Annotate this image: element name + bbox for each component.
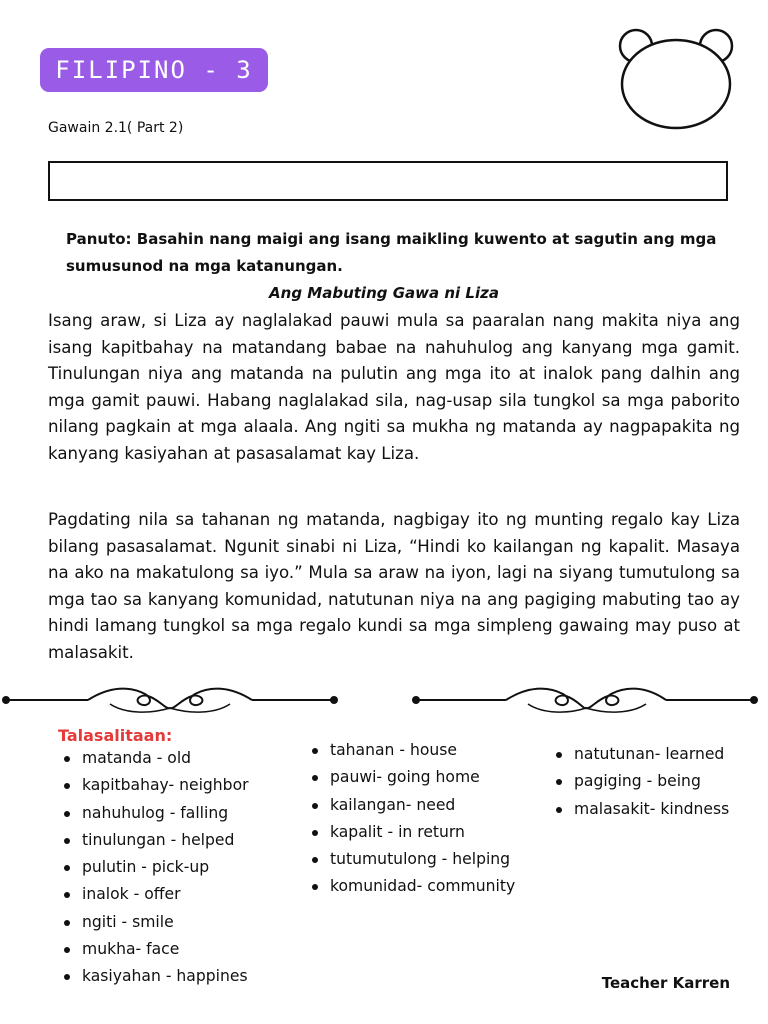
vocabulary-list-3: [550, 741, 729, 823]
name-answer-box[interactable]: [48, 161, 728, 201]
bear-head-icon: [612, 26, 740, 130]
vocabulary-item: kapitbahay- neighbor: [58, 772, 249, 799]
vocabulary-item: pulutin - pick-up: [58, 854, 249, 881]
ornament-divider-left: [0, 680, 340, 720]
vocabulary-list-1: [58, 745, 249, 991]
instructions: Panuto: Basahin nang maigi ang isang maikling kuwento at sagutin ang mga sumusunod na mga katanungan.: [66, 230, 717, 275]
activity-label: Gawain 2.1( Part 2): [48, 120, 184, 136]
story-paragraph: Isang araw, si Liza ay naglalakad pauwi mula sa paaralan nang makita niya ang isang kapitbahay na matandang babae na nahuhulog ang kanyang mga gamit. Tinulungan niya ang matanda na pulutin ang mga ito at inalok pang dalhin ang mga gamit pauwi. Habang naglalakad sila, nag-usap sila tungkol sa mga paborito nilang pagkain at mga alaala. Ang ngiti sa mukha ng matanda ay nagpapakita ng kanyang kasiyahan at pasasalamat kay Liza.: [48, 311, 740, 463]
story-paragraph: Pagdating nila sa tahanan ng matanda, nagbigay ito ng munting regalo kay Liza bilang pasasalamat. Ngunit sinabi ni Liza, “Hindi ko kailangan ng kapalit. Masaya na ako na makatulong sa iyo.” Mula sa araw na iyon, lagi na siyang tumutulong sa mga tao sa kanyang komunidad, natutunan niya na ang pagiging mabuting tao ay hindi lamang tungkol sa mga regalo kundi sa mga simpleng gawaing may puso at malasakit.: [48, 510, 740, 662]
subject-badge: [40, 48, 268, 92]
vocabulary-item: tahanan - house: [306, 737, 515, 764]
ornament-divider-right: [410, 680, 760, 720]
vocabulary-item: malasakit- kindness: [550, 796, 729, 823]
vocabulary-item: kailangan- need: [306, 792, 515, 819]
teacher-name: Teacher Karren: [601, 974, 730, 992]
vocabulary-item: matanda - old: [58, 745, 249, 772]
vocabulary-item: pauwi- going home: [306, 764, 515, 791]
vocabulary-list-2: [306, 737, 515, 901]
vocabulary-item: inalok - offer: [58, 881, 249, 908]
story-title: Ang Mabuting Gawa ni Liza: [269, 284, 499, 302]
vocabulary-item: nahuhulog - falling: [58, 800, 249, 827]
vocabulary-item: tinulungan - helped: [58, 827, 249, 854]
vocabulary-item: kasiyahan - happines: [58, 963, 249, 990]
vocabulary-title: Talasalitaan:: [58, 726, 173, 745]
vocabulary-item: pagiging - being: [550, 768, 729, 795]
vocabulary-item: komunidad- community: [306, 873, 515, 900]
vocabulary-item: mukha- face: [58, 936, 249, 963]
vocabulary-item: tutumutulong - helping: [306, 846, 515, 873]
vocabulary-item: kapalit - in return: [306, 819, 515, 846]
vocabulary-item: ngiti - smile: [58, 909, 249, 936]
subject-title: FILIPINO - 3: [55, 56, 253, 84]
vocabulary-item: natutunan- learned: [550, 741, 729, 768]
